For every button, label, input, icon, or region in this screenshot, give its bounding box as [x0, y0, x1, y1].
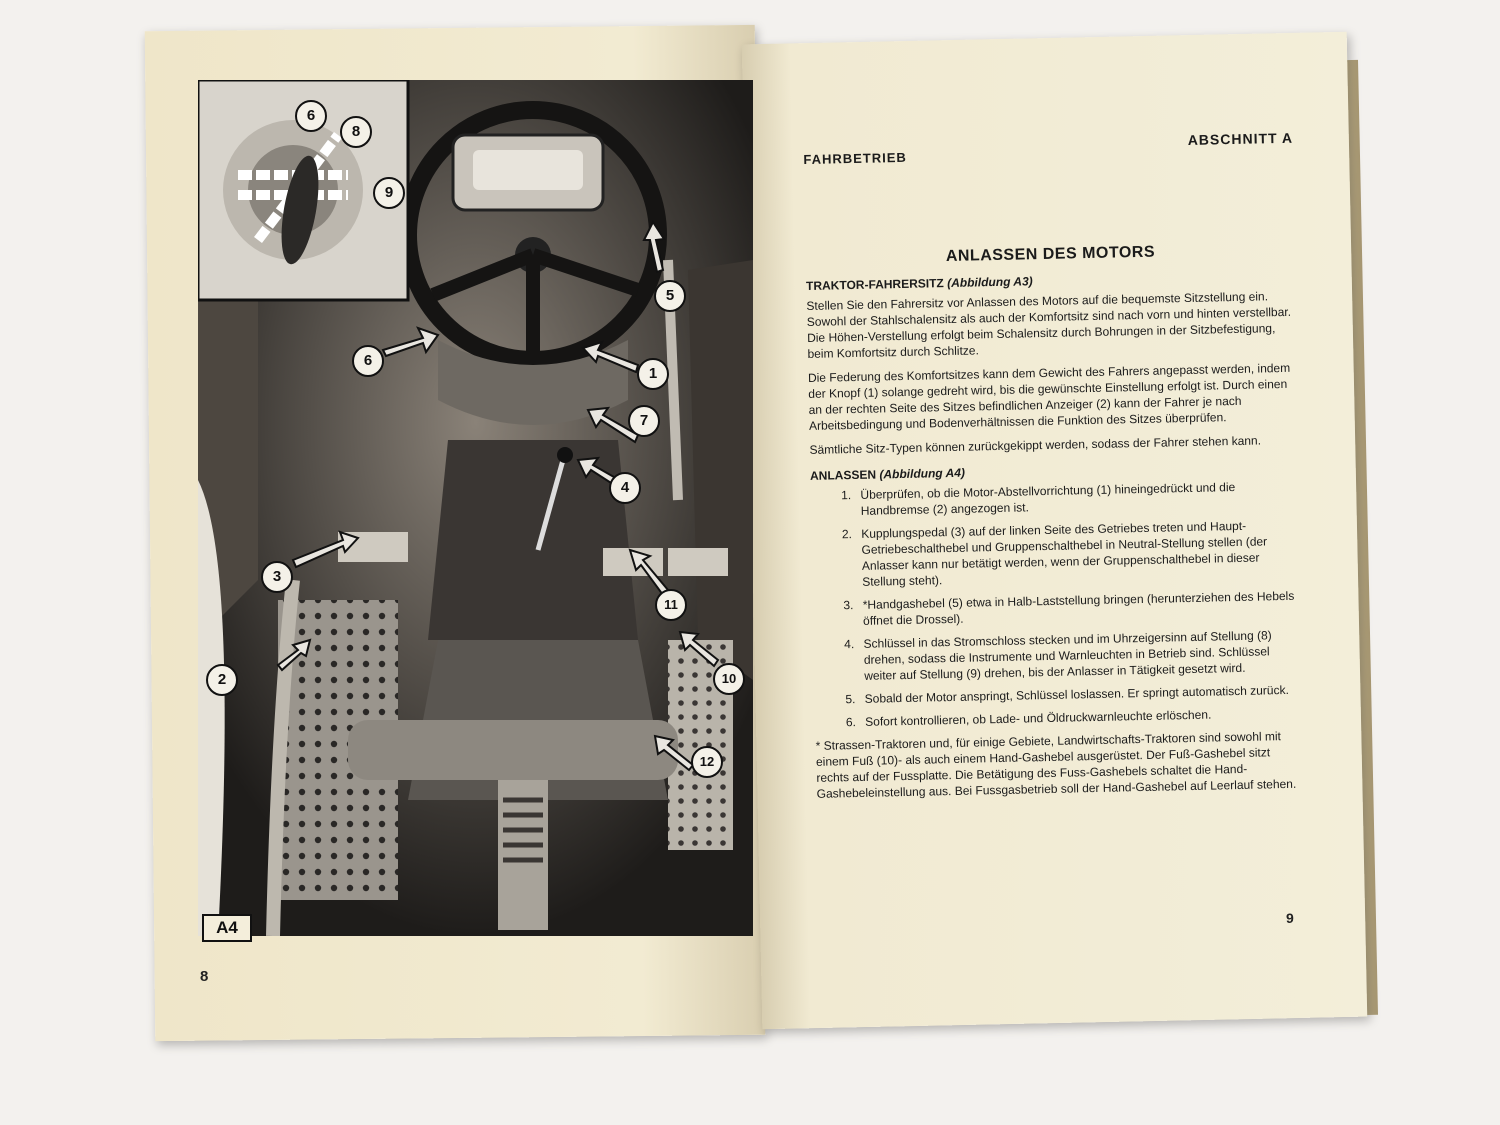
callout-6: 6: [352, 345, 384, 377]
tractor-illustration: [198, 80, 753, 936]
page-number-left: 8: [200, 968, 209, 985]
list-item: 2. Kupplungspedal (3) auf der linken Seite des Getriebes treten und Haupt-Getriebeschalthebel und Gruppenschalthebel in Neutral-Stellung stellen (der Anlasser kann nur betätigt werden, wenn der Gruppenschalthebel in dieser Stellung steht).: [855, 517, 1302, 590]
section-heading-seat-text: TRAKTOR-FAHRERSITZ: [805, 276, 944, 293]
callout-9: 9: [373, 177, 405, 209]
section-heading-start-ref: (Abbildung A4): [879, 465, 966, 482]
callout-11: 11: [655, 589, 687, 621]
footnote: * Strassen-Traktoren und, für einige Gebiete, Landwirtschafts-Traktoren sind sowohl mit einem Fuß (10)- als auch einem Hand-Gashebel ausgerüstet. Der Fuß-Gashebel sitzt rechts auf der Fussplatte. Die Betätigung des Fuss-Gashebels schaltet die Hand-Gashebeleinstellung aus. Bei Fussgasbetrieb soll der Hand-Gashebel auf Leerlauf stehen.: [815, 729, 1297, 801]
right-page-text: [803, 130, 1307, 810]
callout-6-inset: 6: [295, 100, 327, 132]
start-steps-list: [810, 478, 1305, 731]
section-heading-seat-ref: (Abbildung A3): [947, 274, 1033, 291]
callout-1: 1: [637, 358, 669, 390]
paragraph: Die Federung des Komfortsitzes kann dem Gewicht des Fahrers angepasst werden, indem der Knopf (1) solange gedreht wird, bis die gewünschte Einstellung erfolgt ist. Durch einen an der rechten Seite des Sitzes befindlichen Anzeiger (2) kann der Fahrer je nach Arbeitsbedingung und Bodenverhältnissen die Funktion des Sitzes überprüfen.: [807, 360, 1291, 433]
callout-10: 10: [713, 663, 745, 695]
callout-5: 5: [654, 280, 686, 312]
section-heading-start-text: ANLASSEN: [809, 467, 877, 483]
header-section: FAHRBETRIEB: [803, 149, 907, 167]
paragraph: Sämtliche Sitz-Typen können zurückgekippt werden, sodass der Fahrer stehen kann.: [809, 433, 1262, 457]
figure-label: A4: [202, 914, 252, 942]
list-item: 4. Schlüssel in das Stromschloss stecken und im Uhrzeigersinn auf Stellung (8) drehen, sodass die Instrumente und Warnleuchten in Betrieb sind. Schlüssel weiter auf Stellung (9) drehen, bis der Anlasser in Tätigkeit gesetzt wird.: [857, 627, 1304, 684]
callout-3: 3: [261, 561, 293, 593]
header-chapter: ABSCHNITT A: [1187, 129, 1294, 148]
paragraph: Stellen Sie den Fahrersitz vor Anlassen des Motors auf die bequemste Sitzstellung ein. Sowohl der Stahlschalensitz als auch der Komfortsitz sind nach vorn und hinten verstellbar. Die Höhen-Verstellung erfolgt beim Schalensitz durch Bohrungen in der Sitzbefestigung, beim Komfortsitz durch Schlitze.: [806, 289, 1292, 361]
callout-12: 12: [691, 746, 723, 778]
callout-7: 7: [628, 405, 660, 437]
callout-4: 4: [609, 472, 641, 504]
list-item: 3. *Handgashebel (5) etwa in Halb-Laststellung bringen (herunterziehen des Hebels öffnet die Drossel).: [857, 588, 1304, 629]
list-item: 6. Sofort kontrollieren, ob Lade- und Öldruckwarnleuchte erlöschen.: [859, 705, 1305, 730]
page-number-right: 9: [1286, 910, 1294, 926]
page-title: ANLASSEN DES MOTORS: [945, 243, 1156, 266]
list-item: 5. Sobald der Motor anspringt, Schlüssel loslassen. Er springt automatisch zurück.: [859, 682, 1305, 707]
callout-8: 8: [340, 116, 372, 148]
callout-2: 2: [206, 664, 238, 696]
tractor-cockpit-photo: [198, 80, 753, 936]
list-item: 1. Überprüfen, ob die Motor-Abstellvorrichtung (1) hineingedrückt und die Handbremse (2) angezogen ist.: [854, 478, 1301, 519]
